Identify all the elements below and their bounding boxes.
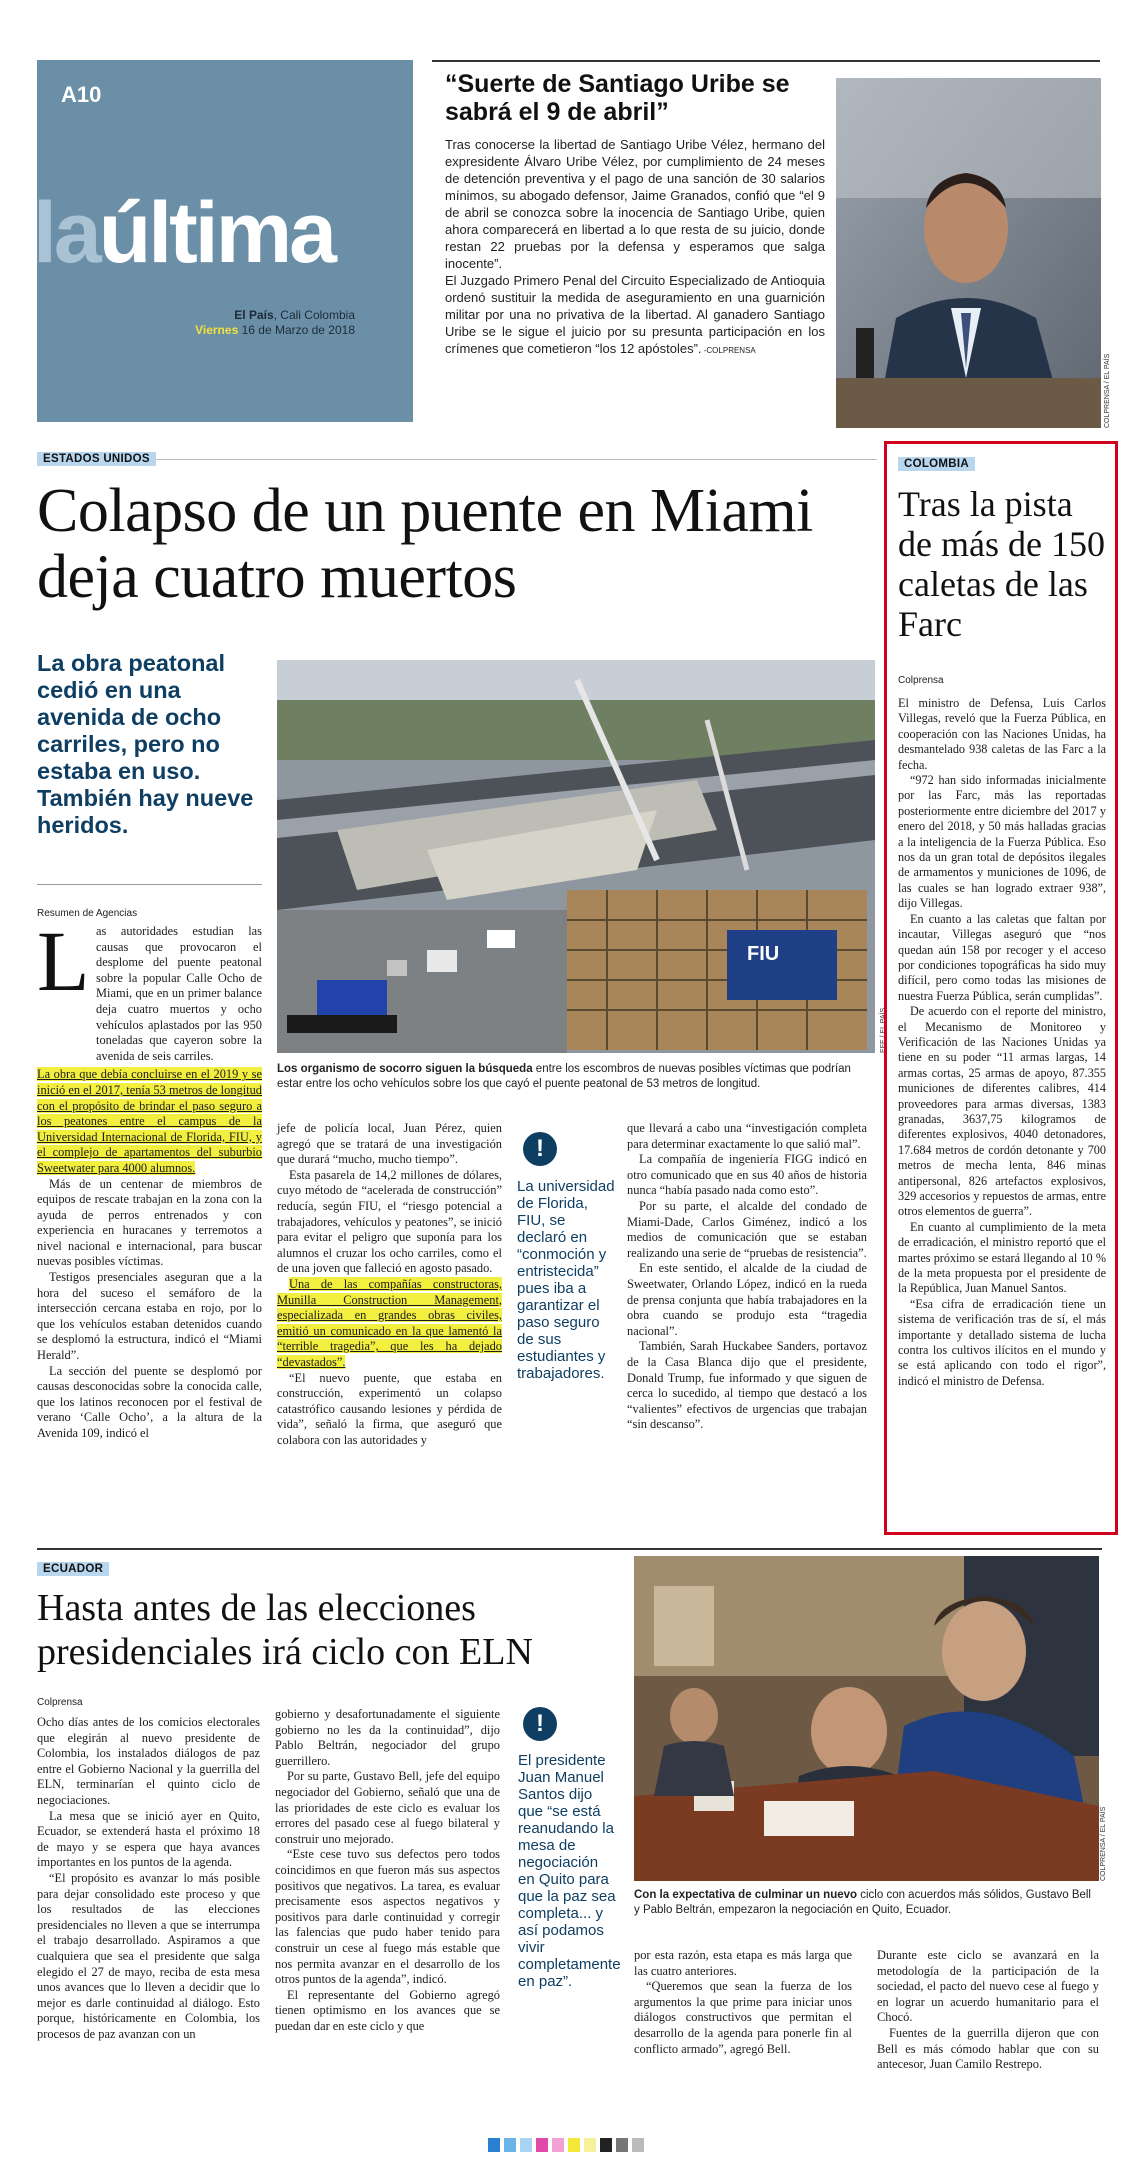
page-number: A10 — [61, 82, 102, 107]
color-swatch — [536, 2138, 548, 2152]
eln-col5 — [877, 1948, 1099, 2073]
miami-c4p3: Por su parte, el alcalde del condado de Miami-Dade, Carlos Giménez, indicó a los medios de comunicación que se estaban realizando una serie de “pruebas de resistencia”. — [627, 1198, 867, 1260]
eln-headline: Hasta antes de las elecciones presidenciales irá ciclo con ELN — [37, 1587, 533, 1673]
color-swatch — [488, 2138, 500, 2152]
farc-p6: “Esa cifra de erradicación tiene un sistema de verificación tras de sí, el más importante y detallado sistema de lucha contra los cultivos ilícitos en el mundo y se está aplicando con todo el rigor”, indicó el ministro de Defensa. — [898, 1296, 1106, 1388]
eln-c1p3: “El propósito es avanzar lo más posible para dejar consolidado este proceso y que los resultados de las elecciones presidenciales no lleven a que se interrumpa el trabajo desarrollado. Aspiramos a que cualquiera que sea el presidente que salga elegido el 27 de mayo, reciba de esta mesa unos avances que lo lleven a decidir que lo mejor es darle continuidad al diálogo. Esto porque, históricamente en Colombia, los procesos de paz avanzan con un — [37, 1870, 260, 2041]
eln-caption-text: ciclo con acuerdos más sólidos, Gustavo Bell y Pablo Beltrán, empezaron la negociación en Quito, Ecuador. — [634, 1889, 1091, 1916]
section-title — [33, 185, 334, 281]
eln-c2p4: El representante del Gobierno agregó tienen optimismo en los avances que se puedan dar en este ciclo y que — [275, 1987, 500, 2033]
bridge-photo-sign: FIU — [747, 943, 780, 965]
eln-caption-bold: Con la expectativa de culminar un nuevo — [634, 1889, 858, 1901]
miami-highlight-2: Una de las compañías constructoras, Munilla Construction Management, especializada en grandes obras civiles, emitió un comunicado en la que lamentó la “terrible tragedia”, que les ha dejado “devastados”. — [277, 1276, 502, 1369]
masthead-dateline — [195, 308, 355, 338]
uribe-photo-art — [836, 78, 1101, 428]
color-swatch — [584, 2138, 596, 2152]
date-text: 16 de Marzo de 2018 — [238, 323, 355, 337]
section-title-la: la — [33, 185, 99, 281]
uribe-photo-credit: COLPRENSA / EL PAÍS — [1104, 353, 1111, 428]
color-swatch — [504, 2138, 516, 2152]
eln-col1 — [37, 1715, 260, 2042]
miami-c2p2: Esta pasarela de 14,2 millones de dólares, cuyo método de “acelerada de construcción” reducía, según FIU, el “riesgo potencial a trabajadores, vehículos y peatones”, se inició para evitar el peligro que suponía para los alumnos el cruzar los ocho carriles, como el de una joven que falleció en agosto pasado. — [277, 1167, 502, 1276]
eln-photo-caption — [634, 1888, 1094, 1918]
eln-section-rule — [37, 1548, 1102, 1550]
miami-lead: as autoridades estudian las causas que provocaron el desplome del puente peatonal sobre la popular Calle Ocho de Miami, que en un primer balance deja cuatro muertos y ocho vehículos aplastados por las 950 toneladas que cayeron sobre la avenida de seis carriles. — [96, 924, 262, 1063]
miami-c2p1: jefe de policía local, Juan Pérez, quien agregó que se tratará de una investigación que durará “mucho, mucho tiempo”. — [277, 1121, 502, 1167]
bridge-caption-bold: Los organismo de socorro siguen la búsqueda — [277, 1063, 533, 1075]
eln-col4 — [634, 1948, 852, 2057]
paper-name: El País — [234, 308, 274, 322]
eln-c2p1: gobierno y desafortunadamente el siguiente gobierno no les da la continuidad”, dijo Pablo Beltrán, negociador del grupo guerrillero. — [275, 1707, 500, 1768]
miami-c4p5: También, Sarah Huckabee Sanders, portavoz de la Casa Blanca dijo que el presidente, Donald Trump, fue informado y que siguen de cerca lo sucedido, al tiempo que destacó a los “valientes” efectivos de urgencias que trabajan “sin descanso”. — [627, 1339, 867, 1432]
top-rule — [432, 60, 1100, 62]
top-story-p2: El Juzgado Primero Penal del Circuito Especializado de Antioquia ordenó sustituir la medida de aseguramiento en una guarnición militar por una no privativa de la libertad. Al ganadero Santiago Uribe se le sigue el juicio por su presunta participación en los crímenes que cometieron “los 12 apóstoles”. — [445, 273, 825, 356]
eln-c5p2: Fuentes de la guerrilla dijeron que con Bell es más cómodo hablar que con su antecesor, Juan Camilo Restrepo. — [877, 2025, 1099, 2072]
tag-ecuador: ECUADOR — [37, 1562, 109, 1576]
eln-c2p3: “Este cese tuvo sus defectos pero todos coincidimos en que fueron más sus aspectos positivos que negativos. La tarea, es evaluar precisamente esos aspectos negativos y positivos para darle continuidad y corregir las falencias que pudo haber tenido para construir un cese al fuego más estable que nos permita avanzar en el desarrollo de los otros puntos de la agenda”, indicó. — [275, 1847, 500, 1987]
eln-photo — [634, 1556, 1099, 1881]
miami-subhead: La obra peatonal cedió en una avenida de ocho carriles, pero no estaba en uso. También hay nueve heridos. — [37, 650, 254, 838]
eln-photo-art — [634, 1556, 1099, 1881]
eln-c2p2: Por su parte, Gustavo Bell, jefe del equipo negociador del Gobierno, señaló que una de las prioridades de este ciclo es evaluar los errores del pasado cese al fuego bilateral y construir uno mejorado. — [275, 1769, 500, 1846]
farc-p4: De acuerdo con el reporte del ministro, el Mecanismo de Monitoreo y Verificación de las Naciones Unidas ya tiene en su poder “11 armas largas, 14 armas cortas, 25 armas de apoyo, 87.355 municiones de diferentes calibres, 414 proveedores para armas diversas, 1383 granadas, 3637,75 kilogramos de diferentes explosivos, 4040 detonadores, 17.684 metros de cordón detonante y 700 metros de mecha lenta, 846 minas antipersonal, 826 artefactos explosivos, 329 accesorios y repuestos de armas, entre otros elementos de guerra”. — [898, 1004, 1106, 1219]
miami-col1 — [37, 924, 262, 1442]
miami-subhead-rule — [37, 884, 262, 885]
masthead-block — [33, 60, 413, 422]
miami-dropcap: L — [37, 913, 90, 1009]
eln-pull-quote: El presidente Juan Manuel Santos dijo que “se está reanudando la mesa de negociación en Quito para que la paz sea completa... y así podamos vivir completamente en paz”. — [518, 1752, 621, 1990]
top-story-p1: Tras conocerse la libertad de Santiago Uribe Vélez, hermano del expresidente Álvaro Uribe Vélez, por cumplimiento de 24 meses de detención preventiva y el pago de una sanción de 30 salarios mínimos, su abogado defensor, Jaime Granados, confió que “el 9 de abril se conozca sobre la inocencia de Santiago Uribe, quien ahora comparecerá en libertad a lo que resta de su juicio, donde restan 22 pruebas por la defensa y esperamos que salga inocente”. — [445, 137, 825, 271]
uribe-photo — [836, 78, 1101, 428]
eln-c1p1: Ocho días antes de los comicios electorales que elegirán al nuevo presidente de Colombia, los instalados diálogos de paz entre el Gobierno Nacional y la guerrilla del ELN, terminarían el quinto ciclo de negociaciones. — [37, 1715, 260, 1807]
miami-highlight-1: La obra que debía concluirse en el 2019 y se inició en el 2017, tenía 53 metros de longitud con el propósito de brindar el paso seguro a los peatones entre el campus de la Universidad Internacional de Florida, FIU, y el complejo de apartamentos del suburbio Sweetwater para 4000 alumnos. — [37, 1067, 262, 1175]
miami-tag-rule — [37, 459, 877, 460]
farc-p3: En cuanto a las caletas que faltan por incautar, Villegas aseguró que “nos quedan aún 158 por recoger y el acceso por condiciones topográficas ha sido muy difícil, pero como todas las misiones de nuestra Fuerza Pública, serán cumplidas”. — [898, 911, 1106, 1003]
miami-c4p2: La compañía de ingeniería FIGG indicó en otro comunicado que en sus 40 años de historia nunca “había pasado nada como esto”. — [627, 1152, 867, 1198]
section-title-ultima: última — [98, 185, 334, 281]
eln-byline: Colprensa — [37, 1697, 83, 1708]
miami-c1p3: Testigos presenciales aseguran que a la hora del suceso el semáforo de la intersección cercana estaba en rojo, por lo que los vehículos estaban detenidos cuando se desplomó la estructura, indicó el “Miami Herald”. — [37, 1270, 262, 1363]
farc-p1: El ministro de Defensa, Luis Carlos Villegas, reveló que la Fuerza Pública, en cooperación con las Naciones Unidas, ha desmantelado 938 caletas de las Farc a la fecha. — [898, 696, 1106, 772]
color-swatch — [616, 2138, 628, 2152]
miami-byline: Resumen de Agencias — [37, 908, 138, 919]
eln-c1p2: La mesa que se inició ayer en Quito, Ecuador, se extenderá hasta el próximo 18 de mayo y se espera que haya avances importantes en los puntos de la agenda. — [37, 1808, 260, 1870]
color-swatch — [632, 2138, 644, 2152]
bridge-photo-credit: EFE / EL PAÍS — [880, 1007, 887, 1053]
print-color-bar — [488, 2138, 644, 2152]
top-story-source: -COLPRENSA — [701, 346, 756, 355]
eln-c5p1: Durante este ciclo se avanzará en la metodología de la participación de la sociedad, el pacto del nuevo cese al fuego y en lograr un acuerdo humanitario para el Chocó. — [877, 1948, 1099, 2025]
miami-col2 — [277, 1121, 502, 1448]
color-swatch — [600, 2138, 612, 2152]
miami-c2p4: “El nuevo puente, que estaba en construcción, experimentó un colapso catastrófico causando lesiones y pérdida de vida”, señaló la firma, que aseguró que colabora con las autoridades y — [277, 1370, 502, 1447]
eln-photo-credit: COLPRENSA / EL PAÍS — [1100, 1806, 1107, 1881]
bridge-photo-art — [277, 660, 875, 1053]
color-swatch — [520, 2138, 532, 2152]
bridge-caption-text: entre los escombros de nuevas posibles víctimas que podrían estar entre los ocho vehículos sobre los que cayó el puente peatonal de 53 metros de longitud. — [277, 1063, 851, 1090]
miami-c4p4: En este sentido, el alcalde de la ciudad de Sweetwater, Orlando López, indicó en la rueda de prensa conjunta que había trabajadores en la obra cuando se produjo esta “tragedia nacional”. — [627, 1261, 867, 1338]
top-story-title: “Suerte de Santiago Uribe se sabrá el 9 de abril” — [445, 70, 790, 126]
farc-byline: Colprensa — [898, 675, 944, 686]
color-swatch — [568, 2138, 580, 2152]
miami-c1p2: Más de un centenar de miembros de equipos de rescate trabajan en la zona con la ayuda de perros entrenados y con experiencia en huracanes y terremotos a nivel nacional e internacional, para buscar nuevas posibles víctimas. — [37, 1176, 262, 1269]
miami-pull-quote: La universidad de Florida, FIU, se declaró en “conmoción y entristecida” pues iba a garantizar el paso seguro de sus estudiantes y trabajadores. — [517, 1178, 615, 1382]
bridge-photo-caption — [277, 1062, 877, 1092]
farc-body — [898, 696, 1106, 1389]
eln-c4p2: “Queremos que sean la fuerza de los argumentos la que prime para iniciar unos diálogos constructivos que permitan el desarrollo de la agenda para ponerle fin al conflicto armado”, agregó Bell. — [634, 1979, 852, 2056]
eln-col2 — [275, 1707, 500, 2034]
miami-headline: Colapso de un puente en Miami deja cuatro muertos — [37, 477, 813, 611]
top-story-body — [445, 136, 825, 359]
color-swatch — [552, 2138, 564, 2152]
exclamation-icon: ! — [523, 1132, 557, 1166]
exclamation-icon-eln: ! — [523, 1707, 557, 1741]
paper-city: , Cali Colombia — [273, 308, 355, 322]
farc-p2: “972 han sido informadas inicialmente por las Farc, más las reportadas posteriormente entre diciembre del 2017 y enero del 2018, y 50 más halladas gracias a la inteligencia de la Fuerza Pública. Eso nos da un gran total de depósitos ilegales de armamentos y municiones de 1096, de las cuales se han logrado extraer 938”, dijo Villegas. — [898, 773, 1106, 911]
miami-col4 — [627, 1121, 867, 1433]
farc-headline: Tras la pista de más de 150 caletas de las Farc — [898, 484, 1105, 644]
farc-p5: En cuanto al cumplimiento de la meta de erradicación, el ministro reportó que el martes próximo se estará llegando al 10 % de la meta propuesta por el presidente de la República, Juan Manuel Santos. — [898, 1219, 1106, 1296]
eln-c4p1: por esta razón, esta etapa es más larga que las cuatro anteriores. — [634, 1948, 852, 1978]
tag-estados-unidos: ESTADOS UNIDOS — [37, 452, 156, 466]
bridge-photo — [277, 660, 875, 1053]
tag-colombia: COLOMBIA — [898, 457, 975, 471]
miami-c4p1: que llevará a cabo una “investigación completa para determinar exactamente lo que salió mal”. — [627, 1121, 867, 1151]
weekday: Viernes — [195, 323, 239, 337]
miami-c1p4: La sección del puente se desplomó por causas desconocidas sobre la conocida calle, que los latinos reconocen por el festival de verano ‘Calle Ocho’, a la altura de la Avenida 109, indicó el — [37, 1363, 262, 1440]
